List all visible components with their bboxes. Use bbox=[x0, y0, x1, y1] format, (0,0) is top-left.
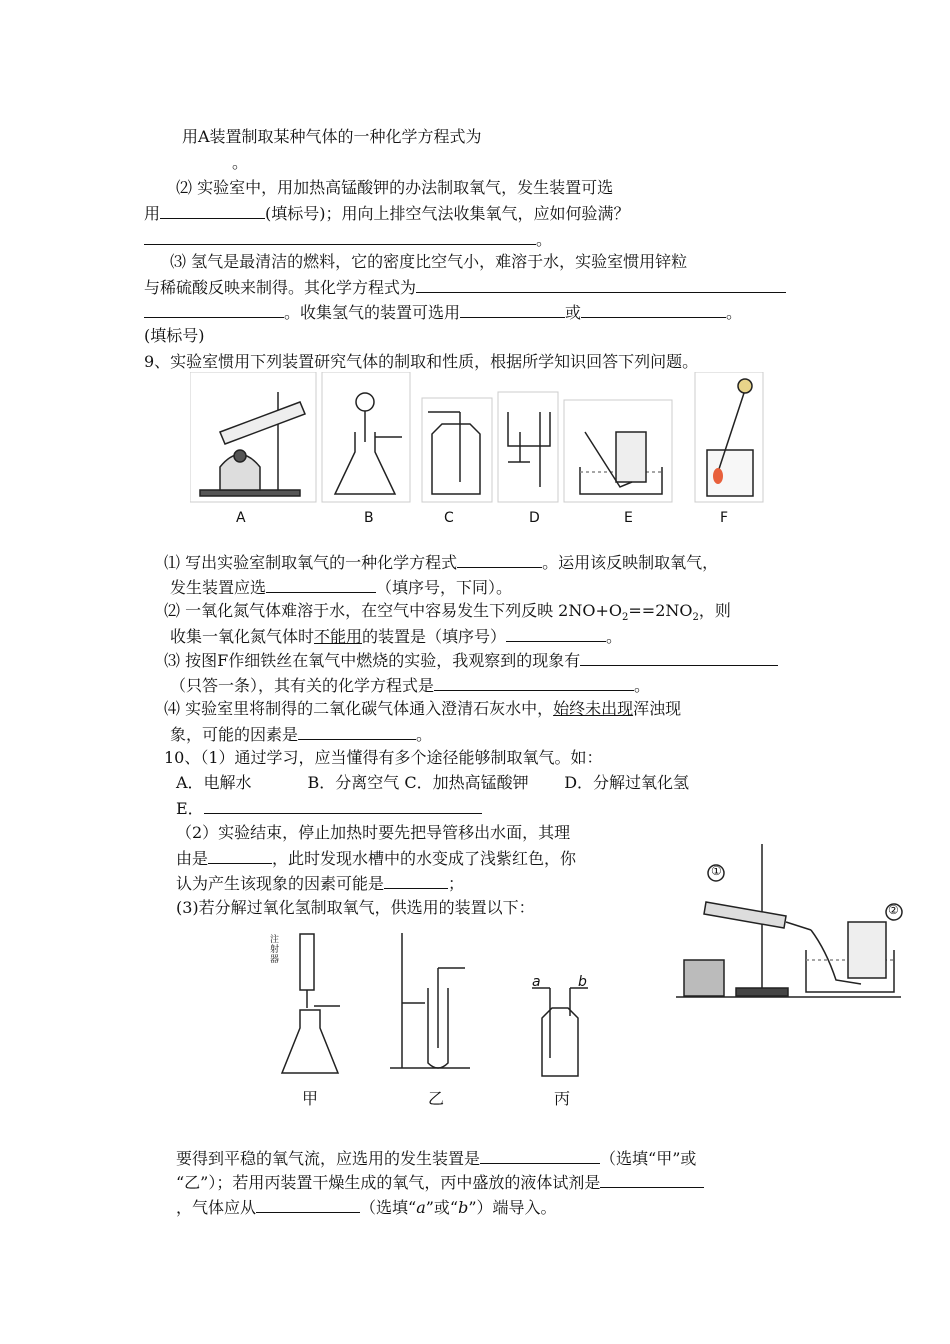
apparatus-label: D bbox=[529, 510, 540, 526]
q9-s2-line2: 收集一氧化氮气体时不能用的装置是（填序号） 。 bbox=[170, 627, 623, 646]
answer-blank[interactable] bbox=[600, 1171, 704, 1188]
q8-p2-line2: 用 (填标号)；用向上排空气法收集氧气，应如何验满？ bbox=[144, 204, 630, 223]
answer-blank[interactable] bbox=[506, 625, 606, 642]
syringe-label: 注射器 bbox=[270, 935, 280, 965]
answer-blank[interactable] bbox=[480, 1147, 600, 1164]
apparatus-b bbox=[322, 372, 410, 502]
q8-p2-line3: 。 bbox=[144, 228, 552, 251]
apparatus-label-jia: 甲 bbox=[302, 1089, 319, 1108]
apparatus-label: F bbox=[720, 510, 729, 526]
answer-blank[interactable] bbox=[144, 301, 284, 318]
answer-blank[interactable] bbox=[384, 872, 448, 889]
apparatus-label: B bbox=[364, 510, 374, 526]
port-a-label: a bbox=[532, 974, 541, 990]
answer-blank[interactable] bbox=[160, 202, 265, 219]
apparatus-d bbox=[498, 392, 558, 502]
q8-p3-line4: (填标号) bbox=[144, 326, 205, 345]
answer-blank[interactable] bbox=[416, 276, 786, 293]
q9-s3-line1: ⑶ 按图F作细铁丝在氧气中燃烧的实验，我观察到的现象有 bbox=[164, 649, 778, 672]
h2o2-apparatus-figure bbox=[270, 928, 600, 1078]
q10-p3: (3)若分解过氧化氢制取氧气，供选用的装置以下： bbox=[176, 898, 535, 917]
q8-eq-end: 。 bbox=[232, 153, 249, 172]
apparatus-label: A bbox=[236, 510, 246, 526]
q9-s4-line2: 象，可能的因素是 。 bbox=[170, 725, 433, 744]
answer-blank[interactable] bbox=[434, 674, 634, 691]
answer-blank[interactable] bbox=[581, 301, 726, 318]
q8-eq-line: 用A装置制取某种气体的一种化学方程式为 bbox=[182, 127, 482, 146]
answer-blank[interactable] bbox=[208, 847, 272, 864]
q10-options: A．电解水 B．分离空气 C．加热高锰酸钾 D．分解过氧化氢 bbox=[176, 773, 690, 792]
q9-stem: 9、实验室惯用下列装置研究气体的制取和性质，根据所学知识回答下列问题。 bbox=[144, 352, 699, 371]
answer-blank[interactable] bbox=[266, 576, 376, 593]
apparatus-label-bing: 丙 bbox=[554, 1089, 571, 1108]
q10-p2-line1: （2）实验结束，停止加热时要先把导管移出水面，其理 bbox=[176, 823, 571, 842]
q8-p3-line3: 。收集氢气的装置可选用 或 。 bbox=[144, 301, 742, 324]
answer-blank[interactable] bbox=[256, 1196, 360, 1213]
port-b-label: b bbox=[578, 974, 587, 990]
q8-p3-line1: ⑶ 氢气是最清洁的燃料，它的密度比空气小，难溶于水，实验室惯用锌粒 bbox=[170, 252, 688, 271]
apparatus-label: E bbox=[624, 510, 633, 526]
apparatus-c bbox=[422, 398, 492, 502]
q10-final-line3: ，气体应从 （选填“a”或“b”）端导入。 bbox=[176, 1198, 557, 1217]
apparatus-e bbox=[564, 400, 672, 502]
answer-blank[interactable] bbox=[457, 551, 542, 568]
q9-s2-line1: ⑵ 一氧化氮气体难溶于水，在空气中容易发生下列反映 $2NO+O_2==2NO_2$，则 bbox=[164, 601, 731, 624]
circle-label-2: ② bbox=[888, 903, 899, 917]
answer-blank[interactable] bbox=[298, 723, 416, 740]
apparatus-label-yi: 乙 bbox=[428, 1089, 445, 1108]
q10-option-e: E． bbox=[176, 797, 482, 820]
answer-blank[interactable] bbox=[204, 797, 482, 814]
apparatus-a bbox=[190, 372, 316, 502]
q9-s4-line1: ⑷ 实验室里将制得的二氧化碳气体通入澄清石灰水中，始终未出现浑浊现 bbox=[164, 699, 682, 718]
answer-blank[interactable] bbox=[580, 649, 778, 666]
q10-final-line2: “乙”）；若用丙装置干燥生成的氧气，丙中盛放的液体试剂是 bbox=[176, 1171, 704, 1194]
circle-label-1: ① bbox=[711, 864, 722, 878]
apparatus-f bbox=[695, 372, 763, 502]
answer-blank[interactable] bbox=[144, 228, 536, 245]
q9-s3-line2: （只答一条），其有关的化学方程式是 。 bbox=[170, 676, 651, 695]
q9-s1-line2: 发生装置应选 （填序号，下同）。 bbox=[170, 578, 513, 597]
answer-blank[interactable] bbox=[460, 301, 565, 318]
q10-final-line1: 要得到平稳的氧气流，应选用的发生装置是 （选填“甲”或 bbox=[176, 1149, 697, 1168]
q8-p2-line1: ⑵ 实验室中，用加热高锰酸钾的办法制取氧气，发生装置可选 bbox=[176, 178, 614, 197]
q10-p2-line2: 由是 ，此时发现水槽中的水变成了浅紫红色，你 bbox=[176, 849, 577, 868]
apparatus-figure bbox=[190, 372, 770, 532]
q10-p2-line3: 认为产生该现象的因素可能是 ； bbox=[176, 874, 465, 893]
q8-p3-line2: 与稀硫酸反映来制得。其化学方程式为 bbox=[144, 276, 786, 299]
q10-stem: 10、（1）通过学习，应当懂得有多个途径能够制取氧气。如： bbox=[164, 748, 603, 767]
q9-s1-line1: ⑴ 写出实验室制取氧气的一种化学方程式 。运用该反映制取氧气， bbox=[164, 553, 719, 572]
apparatus-label: C bbox=[444, 510, 454, 526]
